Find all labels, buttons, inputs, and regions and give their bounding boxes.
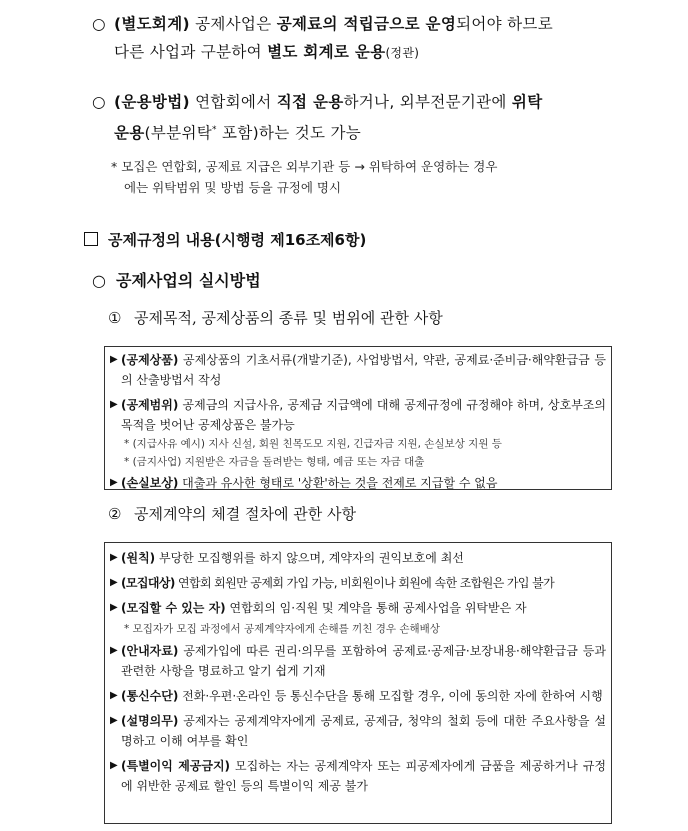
triangle-bullet-icon: ▶ [110,602,118,613]
item-2-heading: ② 공제계약의 체결 절차에 관한 사항 [108,505,356,523]
box-item: ▶ (설명의무) 공제자는 공제계약자에게 공제료, 공제금, 청약의 철회 등에 대한 주요사항을 설명하고 이해 여부를 확인 [109,711,606,751]
box-item: ▶ (통신수단) 전화·우편·온라인 등 통신수단을 통해 모집할 경우, 이에 동의한 자에 한하여 시행 [109,686,606,706]
item-1-heading: ① 공제목적, 공제상품의 종류 및 범위에 관한 사항 [108,309,443,327]
paragraph-operation-method: ○ (운용방법) 연합회에서 직접 운용하거나, 외부전문기관에 위탁 운용(부분위탁* 포함)하는 것도 가능 [92,88,652,147]
box-item: ▶ (모집할 수 있는 자) 연합회의 임·직원 및 계약을 통해 공제사업을 위탁받은 자 [109,598,606,618]
box-note: * (금지사업) 지원받은 자금을 돌려받는 형태, 예금 또는 자금 대출 [124,456,425,468]
paragraph-separate-accounting: ○ (별도회계) 공제사업은 공제료의 적립금으로 운영되어야 하므로 다른 사업과 구분하여 별도 회계로 운용(정관) [92,10,652,67]
triangle-bullet-icon: ▶ [110,577,118,588]
bullet: ○ [92,93,106,111]
box-product-scope [104,346,612,490]
box-note: * (지급사유 예시) 지사 신설, 회원 친목도모 지원, 긴급자금 지원, 손실보상 지원 등 [124,438,502,450]
triangle-bullet-icon: ▶ [110,715,118,726]
box-item: ▶ (공제상품) 공제상품의 기초서류(개발기준), 사업방법서, 약관, 공제료·준비금·해약환급금 등의 산출방법서 작성 [109,350,606,390]
box-contract-procedure [104,542,612,824]
triangle-bullet-icon: ▶ [110,552,118,563]
box-note: * 모집자가 모집 과정에서 공제계약자에게 손해를 끼친 경우 손해배상 [124,623,440,635]
triangle-bullet-icon: ▶ [110,760,118,771]
bullet: ○ [92,15,106,33]
checkbox-square-icon [84,232,98,246]
section-heading: 공제규정의 내용(시행령 제16조제6항) [84,229,366,250]
box-item: ▶ (안내자료) 공제가입에 따른 권리·의무를 포함하여 공제료·공제금·보장내용·해약환급금 등과 관련한 사항을 명료하고 알기 쉽게 기재 [109,641,606,681]
footnote-consignment: * 모집은 연합회, 공제료 지급은 외부기관 등 → 위탁하여 운영하는 경우 에는 위탁범위 및 방법 등을 규정에 명시 [111,159,498,195]
box-item: ▶ (원칙) 부당한 모집행위를 하지 않으며, 계약자의 권익보호에 최선 [109,548,606,568]
box-item: ▶ (공제범위) 공제금의 지급사유, 공제금 지급액에 대해 공제규정에 규정해야 하며, 상호부조의 목적을 벗어난 공제상품은 불가능 [109,395,606,435]
triangle-bullet-icon: ▶ [110,399,118,410]
box-item: ▶ (손실보상) 대출과 유사한 형태로 '상환'하는 것을 전제로 지급할 수 없음 [109,473,606,493]
triangle-bullet-icon: ▶ [110,645,118,656]
triangle-bullet-icon: ▶ [110,354,118,365]
subsection-heading: ○ 공제사업의 실시방법 [92,271,261,290]
box-item: ▶ (모집대상) 연합회 회원만 공제회 가입 가능, 비회원이나 회원에 속한 조합원은 가입 불가 [109,573,606,593]
box-item: ▶ (특별이익 제공금지) 모집하는 자는 공제계약자 또는 피공제자에게 금품을 제공하거나 규정에 위반한 공제료 할인 등의 특별이익 제공 불가 [109,756,606,796]
triangle-bullet-icon: ▶ [110,477,118,488]
triangle-bullet-icon: ▶ [110,690,118,701]
